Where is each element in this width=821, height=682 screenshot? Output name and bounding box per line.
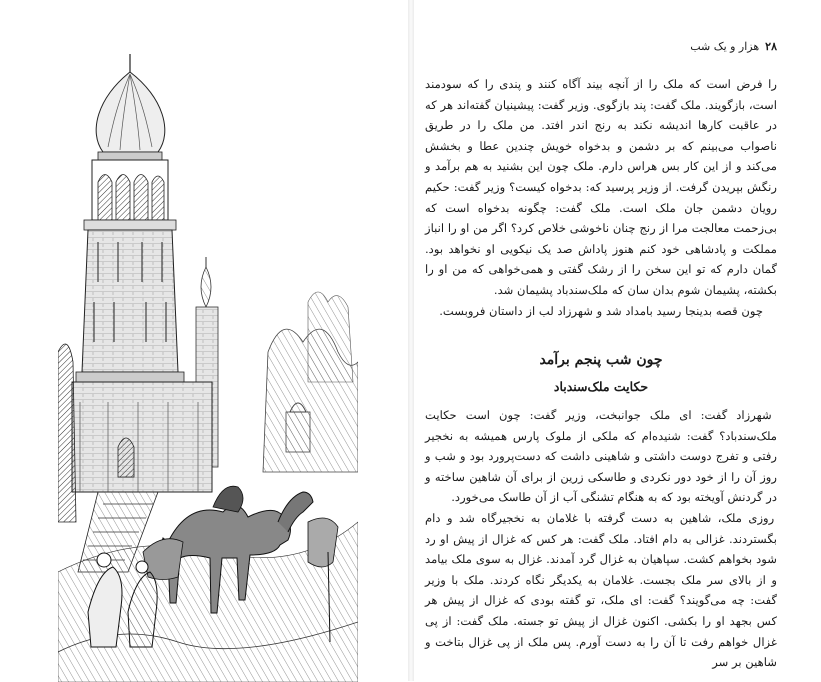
text-line: شهرزاد گفت: ای ملک جوانبخت، وزیر گفت: چون است حکایت <box>425 408 772 422</box>
book-title: هزار و یک شب <box>690 40 760 53</box>
text-line: سان که ملک‌سندباد پشیمان شد. <box>493 282 650 297</box>
running-head <box>675 40 777 54</box>
main-minaret <box>72 54 212 492</box>
text-block-1 <box>425 74 777 321</box>
text-line: را فرض است که ملک را از آنچه بیند آگاه کنند و پندی را که سودمند است، <box>425 77 777 112</box>
text-line: ملک‌سندباد؟ گفت: شنیده‌ام که ملکی از ملوک پارس همیشه به نخجیر رفتی <box>425 428 777 464</box>
text-line: چه می‌گویند؟ گفت: ای ملک، تو گفته بودی که غزال از پیش هر کس بجهد <box>425 593 778 628</box>
text-line: از رنج چنان ناخوشی خلاص کرد؟ اگر من او را انباز مملکت و پادشاهی <box>425 221 778 256</box>
text-line: خود کنم هنوز پاداش صد یک نیکویی او نخواهد بود. گمان دارم که تو این <box>425 241 777 277</box>
text-line: او را بکشی. اکنون غزال از پیش تو جسته. ملک گفت: از پی غزال خواهم <box>425 613 777 649</box>
page-number: ۲۸ <box>765 40 777 53</box>
minaret-camel-illustration <box>58 52 358 682</box>
paragraph-3 <box>425 508 777 673</box>
text-line: بخواهم کشت. سپاهیان به غزال گرد آمدند. غزال به سوی ملک بیامد و از <box>425 552 777 587</box>
left-trees <box>58 344 76 522</box>
text-line: را از خود دور نکردی و طاسکی زرین از برای آن شاهین ساخته و در <box>425 469 777 505</box>
paragraph-1 <box>425 74 777 301</box>
text-line: و تفرج دوست داشتی و شاهینی داشت که دست‌پرورد بود و شب و روز آن <box>425 449 777 484</box>
text-line: بازگویند. ملک گفت: پند بازگوی. وزیر گفت: پیشینیان گفته‌اند هر که در <box>425 97 777 133</box>
text-line: گرفت. از وزیر پرسید که: بدخواه کیست؟ وزیر گفت: حکیم رویان دشمن <box>425 179 778 215</box>
text-line: سخن را از رشک گفتی و همی‌خواهی که من او را بکشته، پشیمان شوم بدان <box>425 262 777 297</box>
text-line: رفت تا آن را به دست آورم. پس ملک از پی غزال بتاخت و شاهین بر سر <box>425 634 777 670</box>
night-heading: چون شب پنجم برآمد <box>539 352 663 368</box>
text-line: عاقبت کارها اندیشه نکند به رنج اندر افتد. من ملک را در طریق ناصواب <box>425 118 777 153</box>
story-heading: حکایت ملک‌سندباد <box>553 379 649 394</box>
text-line: روزی ملک، شاهین به دست گرفته با غلامان به نخجیرگاه شد و دام <box>425 510 775 525</box>
text-line: بالای سر ملک بجست. غلامان به یکدیگر نگاه کردند. ملک با وزیر گفت: <box>425 572 777 608</box>
night-end-line: چون قصه بدینجا رسید بامداد شد و شهرزاد لب از داستان فروبست. <box>439 303 763 318</box>
engraving-svg <box>58 52 358 682</box>
text-line: می‌بینم که بر دشمن و بدخواه خویش چندین عطا و بخشش می‌کند و از این <box>425 138 777 174</box>
text-line: گردنش آویخته بود که به هنگام تشنگی آب از آن طاسک می‌خورد. <box>451 490 763 505</box>
text-block-2 <box>425 405 777 673</box>
text-line: جان ملک است. ملک گفت: چگونه بدخواه است که بی‌زحمت معالجت مرا <box>425 200 777 236</box>
text-line: بگستردند. غزالی به دام افتاد. ملک گفت: هر کس که غزال از پیش او رد شود <box>425 531 777 567</box>
text-line: کار بس هراس دارم. ملک چون این بشنید به هم برآمد و رنگش بپریدن <box>425 159 777 194</box>
background-trees <box>263 292 358 472</box>
book-gutter <box>408 0 414 681</box>
paragraph-2 <box>425 405 777 508</box>
